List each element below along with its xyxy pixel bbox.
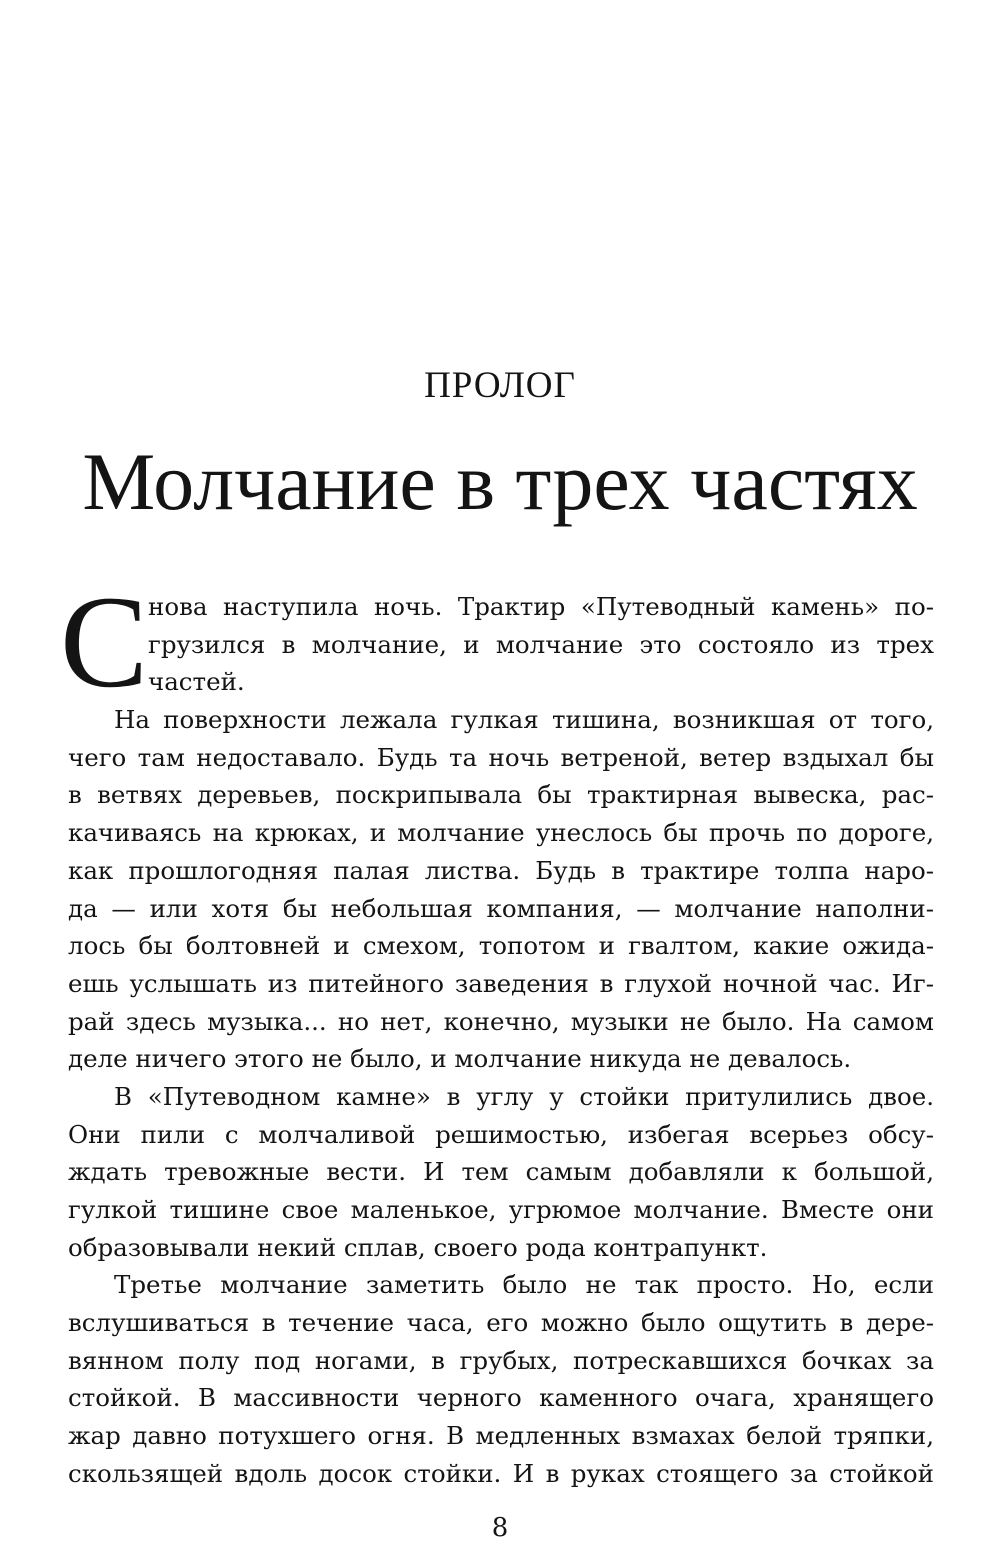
text-line: деле ничего этого не было, и молчание никуда не девалось. xyxy=(68,1044,852,1074)
text-line: нова наступила ночь. Трактир «Путеводный камень» по- xyxy=(148,592,934,621)
chapter-title: Молчание в трех частях xyxy=(82,436,918,527)
text-line: рай здесь музыка... но нет, конечно, музыки не было. На самом xyxy=(68,1006,934,1036)
page-number: 8 xyxy=(491,1513,509,1543)
text-line: частей. xyxy=(148,667,245,697)
text-line: гулкой тишине свое маленькое, угрюмое молчание. Вместе они xyxy=(68,1195,934,1224)
text-line: да — или хотя бы небольшая компания, — молчание наполни- xyxy=(68,893,934,923)
text-line: как прошлогодняя палая листва. Будь в трактире толпа наро- xyxy=(68,855,934,885)
text-line: скользящей вдоль досок стойки. И в руках стоящего за стойкой xyxy=(68,1458,934,1488)
text-line: Они пили с молчаливой решимостью, избегая всерьез обсу- xyxy=(68,1119,934,1149)
text-line: качиваясь на крюках, и молчание унеслось бы прочь по дороге, xyxy=(68,818,934,848)
text-line: жар давно потухшего огня. В медленных взмахах белой тряпки, xyxy=(68,1421,934,1451)
text-line: стойкой. В массивности черного каменного очага, хранящего xyxy=(68,1383,934,1413)
chapter-label: ПРОЛОГ xyxy=(424,365,576,406)
text-line: образовывали некий сплав, своего рода контрапункт. xyxy=(68,1232,768,1262)
text-line: ешь услышать из питейного заведения в глухой ночной час. Иг- xyxy=(68,968,934,998)
drop-cap: С xyxy=(60,568,149,715)
text-line: вслушиваться в течение часа, его можно было ощутить в дере- xyxy=(68,1308,934,1338)
text-line: чего там недоставало. Будь та ночь ветреной, ветер вздыхал бы xyxy=(68,742,934,772)
text-line: грузился в молчание, и молчание это состояло из трех xyxy=(148,629,934,659)
text-line: в ветвях деревьев, поскрипывала бы трактирная вывеска, рас- xyxy=(68,780,934,810)
text-line: лось бы болтовней и смехом, топотом и гвалтом, какие ожида- xyxy=(68,931,934,961)
text-line: В «Путеводном камне» в углу у стойки притулились двое. xyxy=(114,1081,934,1111)
body-text xyxy=(68,588,934,1493)
text-line: ждать тревожные вести. И тем самым добавляли к большой, xyxy=(68,1157,934,1187)
text-line: вянном полу под ногами, в грубых, потрескавшихся бочках за xyxy=(68,1345,934,1375)
text-line: На поверхности лежала гулкая тишина, возникшая от того, xyxy=(114,705,934,735)
text-line: Третье молчание заметить было не так просто. Но, если xyxy=(114,1270,934,1300)
